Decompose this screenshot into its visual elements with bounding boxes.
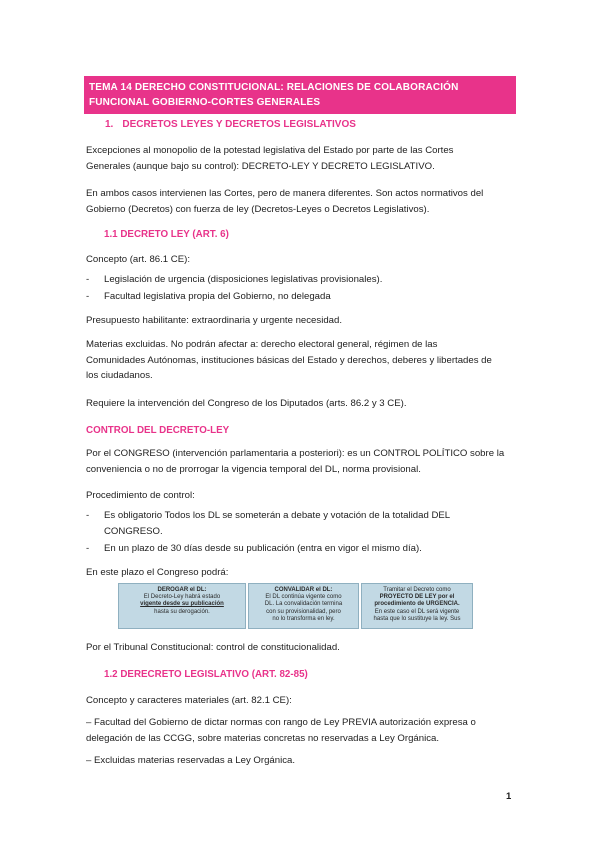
box-line: vigente desde su publicación — [140, 601, 224, 608]
text-line: – Facultad del Gobierno de dictar normas con rango de Ley PREVIA autorización expresa o — [86, 717, 476, 728]
subsection-1-1-heading: 1.1 DECRETO LEY (ART. 6) — [104, 229, 229, 240]
page-title — [84, 76, 516, 114]
plazo-text: En este plazo el Congreso podrá: — [86, 567, 229, 578]
box-title: Tramitar el Decreto como — [383, 587, 451, 593]
materias-paragraph — [86, 337, 516, 384]
bullet-dash: - — [86, 291, 90, 302]
title-line-2: FUNCIONAL GOBIERNO-CORTES GENERALES — [89, 97, 321, 108]
section-1-heading — [105, 119, 356, 130]
bullet-dash: - — [86, 543, 90, 554]
congreso-paragraph — [86, 446, 516, 477]
concepto-label: Concepto (art. 86.1 CE): — [86, 254, 190, 265]
bullet-text: En un plazo de 30 días desde su publicación (entra en vigor el mismo día). — [104, 543, 422, 554]
paragraph-ambos-casos — [86, 186, 516, 217]
bullet-text: Facultad legislativa propia del Gobierno, no delegada — [104, 291, 331, 302]
box-line: En este caso el DL será vigente — [374, 608, 460, 615]
text-line: En ambos casos intervienen las Cortes, pero de manera diferentes. Son actos normativos del — [86, 188, 484, 199]
text-line: delegación de las CCGG, sobre materias concretas no reservadas a Ley Orgánica. — [86, 732, 440, 744]
bullet-text: Legislación de urgencia (disposiciones legislativas provisionales). — [104, 274, 383, 285]
text-line: Es obligatorio Todos los DL se someterán a debate y votación de la totalidad DEL — [104, 510, 451, 521]
tramitar-box — [361, 583, 473, 629]
derogar-box — [118, 583, 246, 629]
excluidas-text: – Excluidas materias reservadas a Ley Orgánica. — [86, 755, 296, 766]
list-item — [86, 508, 516, 540]
text-line: CONGRESO. — [104, 525, 163, 537]
box-title: CONVALIDAR el DL: — [274, 587, 333, 593]
requiere-text: Requiere la intervención del Congreso de los Diputados (arts. 86.2 y 3 CE). — [86, 398, 407, 409]
box-title: DEROGAR el DL: — [157, 587, 207, 593]
box-line: hasta su derogación. — [154, 608, 210, 615]
text-line: conveniencia o no de prorrogar la vigencia temporal del DL, norma provisional. — [86, 463, 421, 475]
control-heading: CONTROL DEL DECRETO-LEY — [86, 425, 230, 436]
list-item — [86, 289, 516, 305]
facultad-paragraph — [86, 715, 516, 746]
title-line-1: TEMA 14 DERECHO CONSTITUCIONAL: RELACIONES DE COLABORACIÓN — [89, 82, 459, 93]
concepto-caracteres-label: Concepto y caracteres materiales (art. 82.1 CE): — [86, 695, 292, 706]
box-line: procedimiento de URGENCIA. — [374, 601, 460, 608]
box-line: hasta que lo sustituye la ley. Sus — [373, 615, 461, 622]
text-line: Por el CONGRESO (intervención parlamentaria a posteriori): es un CONTROL POLÍTICO sobre la — [86, 448, 505, 459]
box-line: El Decreto-Ley habrá estado — [143, 594, 221, 601]
page-number: 1 — [506, 791, 512, 802]
text-line: los ciudadanos. — [86, 370, 153, 382]
box-line: DL. La convalidación termina — [264, 601, 343, 608]
paragraph-excepciones — [86, 143, 516, 174]
section-1-title: DECRETOS LEYES Y DECRETOS LEGISLATIVOS — [122, 119, 356, 130]
presupuesto-text: Presupuesto habilitante: extraordinaria y urgente necesidad. — [86, 315, 342, 326]
box-line: PROYECTO DE LEY por el — [379, 594, 455, 601]
bullet-text — [104, 508, 516, 539]
text-line: Generales (aunque bajo su control): DECRETO-LEY Y DECRETO LEGISLATIVO. — [86, 160, 435, 172]
text-line: Gobierno (Decretos) con fuerza de ley (Decretos-Leyes o Decretos Legislativos). — [86, 203, 430, 215]
bullet-dash: - — [86, 510, 90, 521]
tribunal-text: Por el Tribunal Constitucional: control de constitucionalidad. — [86, 642, 340, 653]
subsection-1-2-heading: 1.2 DERECRETO LEGISLATIVO (ART. 82-85) — [104, 669, 308, 680]
text-line: Materias excluidas. No podrán afectar a: derecho electoral general, régimen de las — [86, 339, 438, 350]
convalidar-box — [248, 583, 359, 629]
box-line: no lo transforma en ley. — [272, 615, 335, 622]
box-line: con su provisionalidad, pero — [266, 608, 341, 615]
procedimiento-label: Procedimiento de control: — [86, 490, 195, 501]
list-item — [86, 541, 516, 557]
text-line: Comunidades Autónomas, instituciones básicas del Estado y derechos, deberes y libertades de — [86, 354, 492, 366]
list-item — [86, 272, 516, 288]
section-1-number: 1. — [105, 119, 114, 130]
box-line: El DL continúa vigente como — [265, 594, 342, 601]
text-line: Excepciones al monopolio de la potestad legislativa del Estado por parte de las Cortes — [86, 145, 454, 156]
bullet-dash: - — [86, 274, 90, 285]
